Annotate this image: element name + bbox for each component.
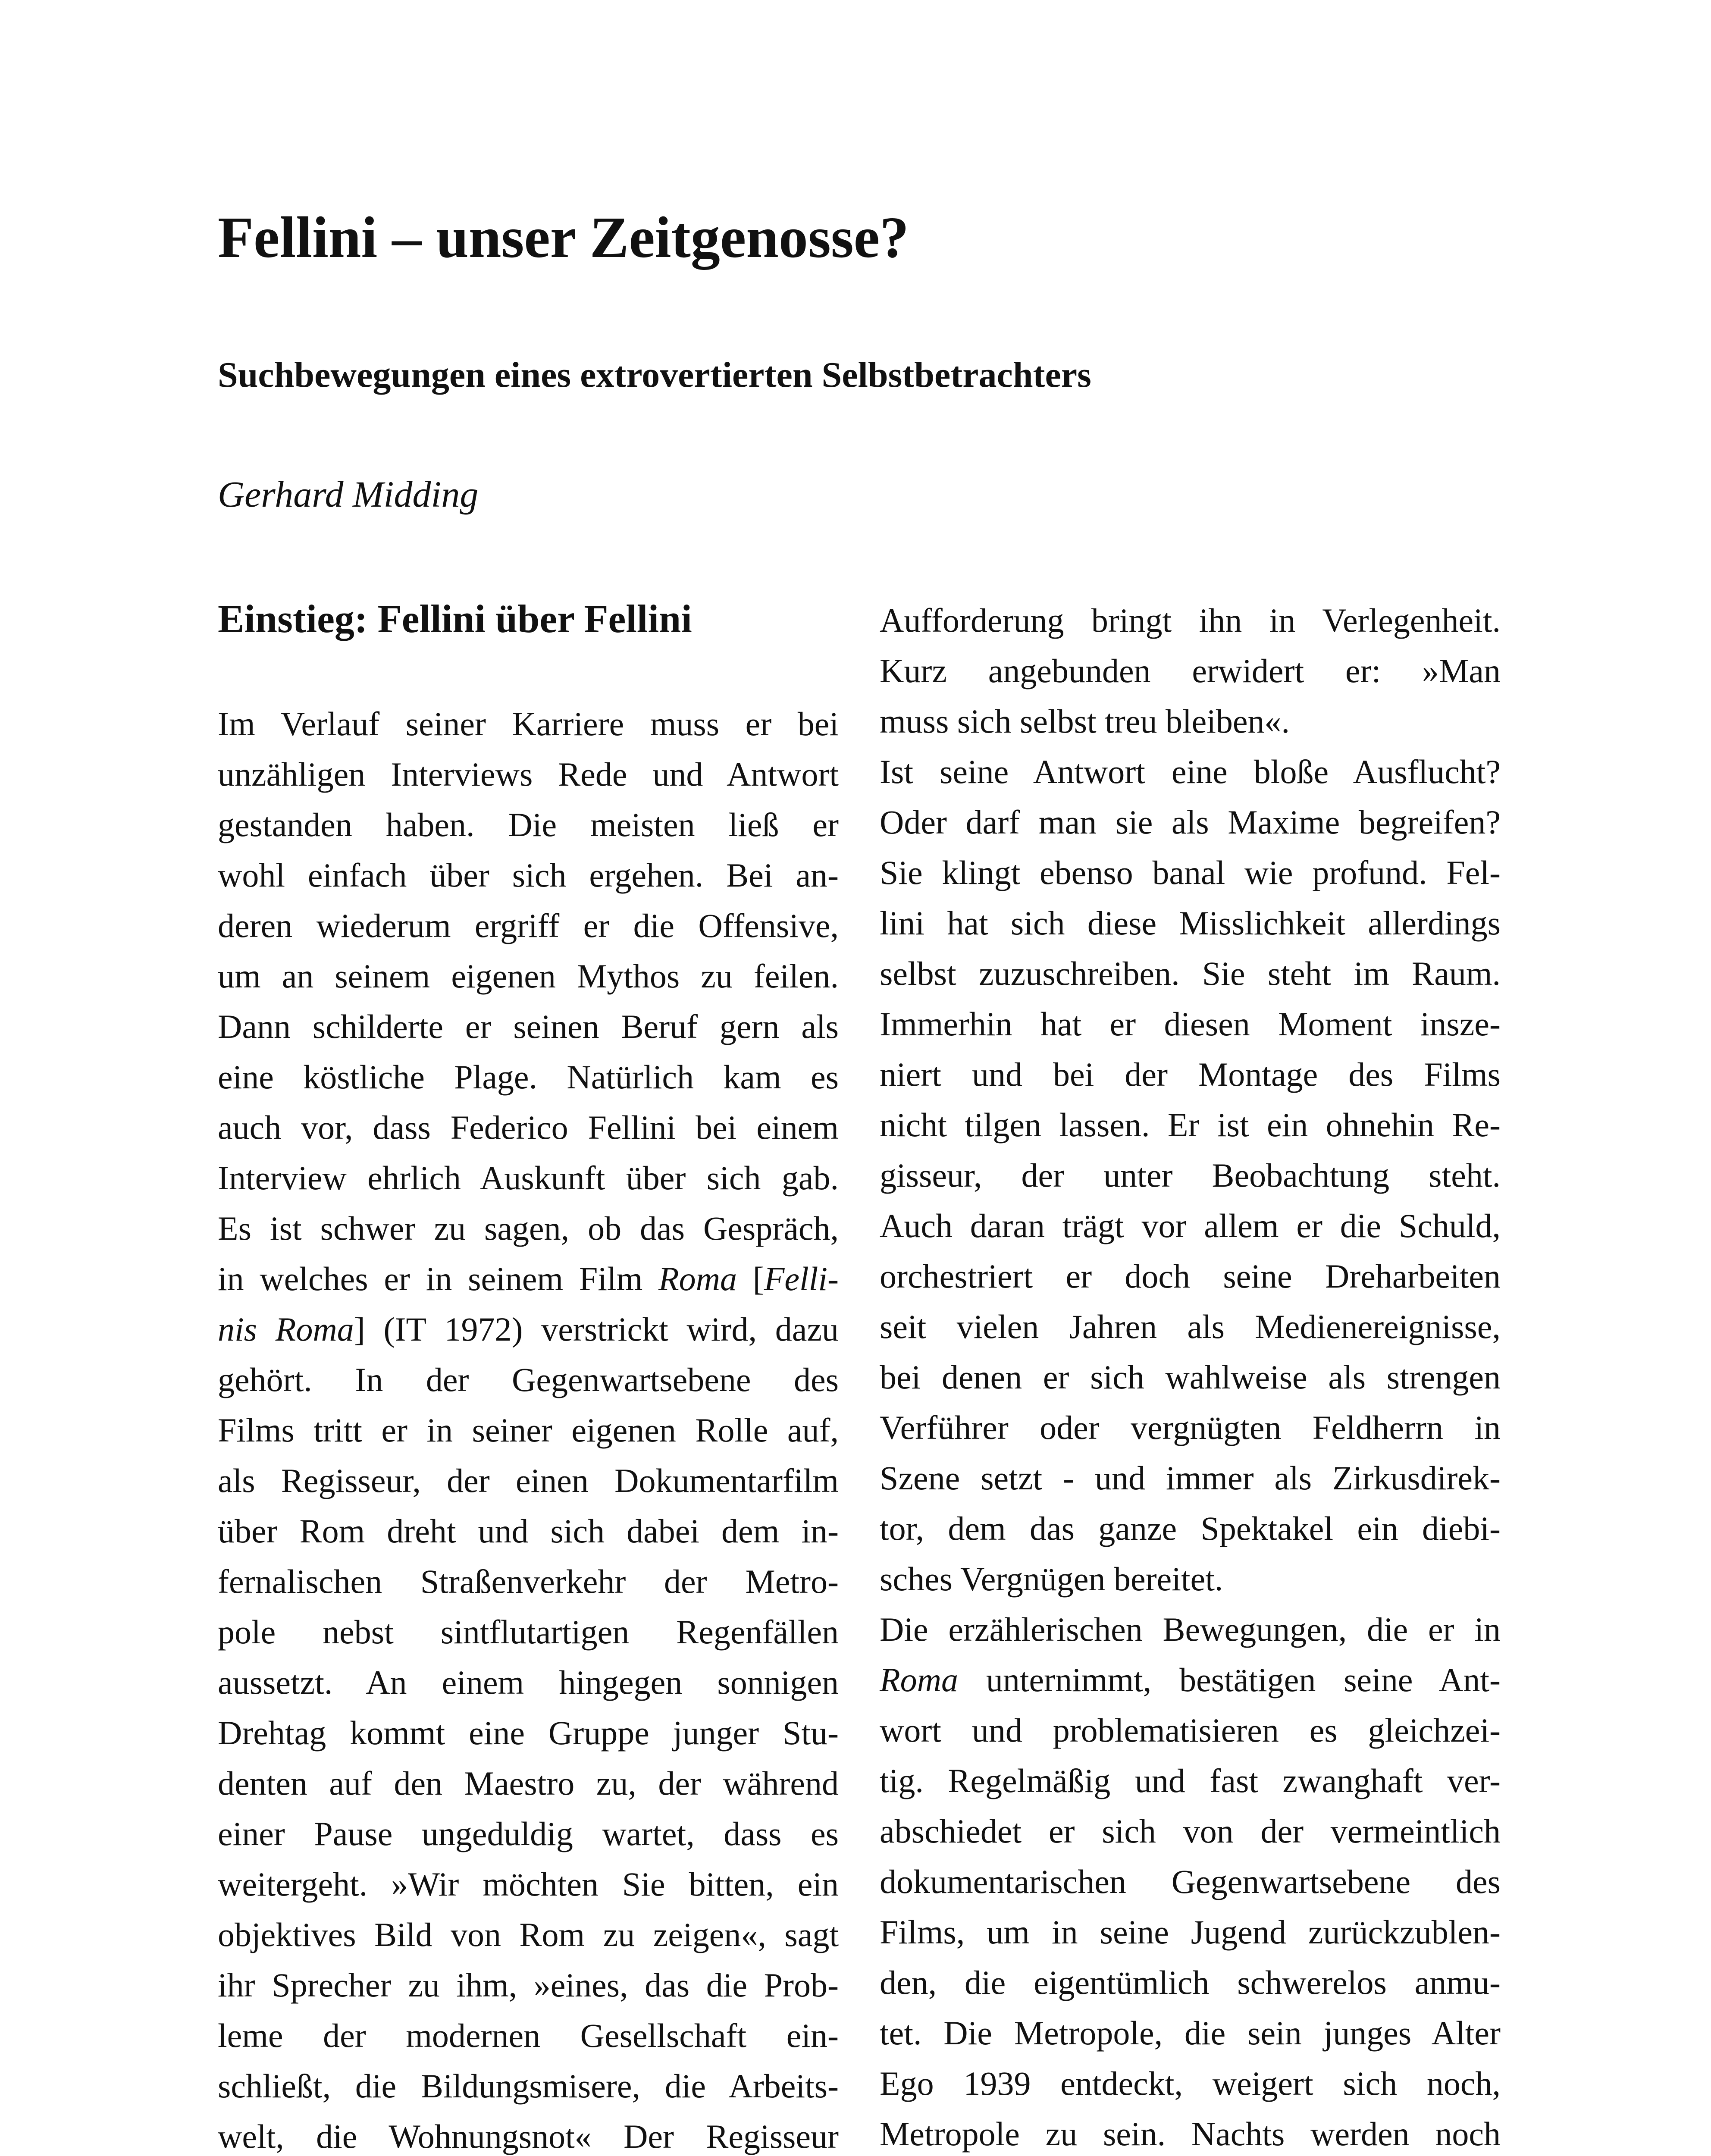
text-line: Auch daran trägt vor allem er die Schuld,: [880, 1207, 1501, 1244]
text-line: niert und bei der Montage des Films: [880, 1056, 1501, 1093]
text-segment: unternimmt, bestätigen seine Ant-: [958, 1661, 1501, 1698]
text-line: schließt, die Bildungsmisere, die Arbeits-: [218, 2067, 839, 2105]
text-line: Ego 1939 entdeckt, weigert sich noch,: [880, 2065, 1501, 2102]
text-line: selbst zuzuschreiben. Sie steht im Raum.: [880, 955, 1501, 992]
text-line: tor, dem das ganze Spektakel ein diebi-: [880, 1510, 1501, 1547]
text-line: Films, um in seine Jugend zurückzublen-: [880, 1913, 1501, 1951]
text-line: Sie klingt ebenso banal wie profund. Fel-: [880, 854, 1501, 891]
text-line: über Rom dreht und sich dabei dem in-: [218, 1512, 839, 1550]
text-line: sches Vergnügen bereitet.: [880, 1560, 1223, 1598]
text-line: pole nebst sintflutartigen Regenfällen: [218, 1613, 839, 1651]
text-line: [218, 1304, 839, 1354]
page-title: Fellini – unser Zeitgenosse?: [218, 205, 909, 270]
text-line: nicht tilgen lassen. Er ist ein ohnehin Re-: [880, 1106, 1501, 1144]
text-line: Kurz angebunden erwidert er: »Man: [880, 652, 1501, 689]
text-line: Szene setzt - und immer als Zirkusdirek-: [880, 1459, 1501, 1497]
text-line: Es ist schwer zu sagen, ob das Gespräch,: [218, 1210, 839, 1247]
text-line: gisseur, der unter Beobachtung steht.: [880, 1156, 1501, 1194]
text-line: den, die eigentümlich schwerelos anmu-: [880, 1964, 1501, 2001]
text-line: aussetzt. An einem hingegen sonnigen: [218, 1664, 839, 1701]
text-line: lini hat sich diese Misslichkeit allerdings: [880, 904, 1501, 942]
text-line: dokumentarischen Gegenwartsebene des: [880, 1863, 1501, 1900]
text-line: Die erzählerischen Bewegungen, die er in: [880, 1611, 1501, 1648]
text-line: Interview ehrlich Auskunft über sich gab.: [218, 1159, 839, 1197]
text-line: Drehtag kommt eine Gruppe junger Stu-: [218, 1714, 839, 1752]
italic-text: Roma: [880, 1661, 958, 1698]
section-heading: Einstieg: Fellini über Fellini: [218, 597, 692, 641]
text-segment: [: [737, 1260, 764, 1297]
text-line: Oder darf man sie als Maxime begreifen?: [880, 803, 1501, 841]
right-text-column: [880, 595, 1501, 2156]
text-segment: in welches er in seinem Film: [218, 1260, 659, 1297]
text-line: Dann schilderte er seinen Beruf gern als: [218, 1008, 839, 1045]
text-line: bei denen er sich wahlweise als strengen: [880, 1358, 1501, 1396]
italic-text: Felli-: [764, 1260, 839, 1297]
left-text-column: [218, 699, 839, 2156]
text-line: Verführer oder vergnügten Feldherrn in: [880, 1409, 1501, 1446]
text-line: als Regisseur, der einen Dokumentarfilm: [218, 1462, 839, 1499]
text-line: einer Pause ungeduldig wartet, dass es: [218, 1815, 839, 1852]
text-line: Ist seine Antwort eine bloße Ausflucht?: [880, 753, 1501, 790]
text-line: Films tritt er in seiner eigenen Rolle auf,: [218, 1411, 839, 1449]
text-line: gehört. In der Gegenwartsebene des: [218, 1361, 839, 1398]
text-line: [218, 1253, 839, 1304]
subtitle: Suchbewegungen eines extrovertierten Selbstbetrachters: [218, 355, 1091, 395]
text-line: auch vor, dass Federico Fellini bei einem: [218, 1109, 839, 1146]
text-line: welt, die Wohnungsnot« Der Regisseur: [218, 2118, 839, 2155]
italic-text: Roma: [658, 1260, 737, 1297]
text-line: wohl einfach über sich ergehen. Bei an-: [218, 856, 839, 894]
text-segment: ] (IT 1972) verstrickt wird, dazu: [354, 1310, 839, 1348]
text-line: Immerhin hat er diesen Moment insze-: [880, 1005, 1501, 1043]
text-line: fernalischen Straßenverkehr der Metro-: [218, 1563, 839, 1600]
text-line: wort und problematisieren es gleichzei-: [880, 1711, 1501, 1749]
text-line: objektives Bild von Rom zu zeigen«, sagt: [218, 1916, 839, 1953]
text-line: [880, 1655, 1501, 1705]
text-line: seit vielen Jahren als Medienereignisse,: [880, 1308, 1501, 1345]
text-line: muss sich selbst treu bleiben«.: [880, 702, 1290, 740]
italic-text: nis Roma: [218, 1310, 354, 1348]
text-line: denten auf den Maestro zu, der während: [218, 1764, 839, 1802]
text-line: deren wiederum ergriff er die Offensive,: [218, 907, 839, 944]
text-line: tig. Regelmäßig und fast zwanghaft ver-: [880, 1762, 1501, 1799]
text-line: Aufforderung bringt ihn in Verlegenheit.: [880, 602, 1501, 639]
text-line: orchestriert er doch seine Dreharbeiten: [880, 1257, 1501, 1295]
text-line: abschiedet er sich von der vermeintlich: [880, 1812, 1501, 1850]
text-line: Im Verlauf seiner Karriere muss er bei: [218, 705, 839, 743]
text-line: unzähligen Interviews Rede und Antwort: [218, 755, 839, 793]
text-line: weitergeht. »Wir möchten Sie bitten, ein: [218, 1865, 839, 1903]
text-line: gestanden haben. Die meisten ließ er: [218, 806, 839, 843]
text-line: eine köstliche Plage. Natürlich kam es: [218, 1058, 839, 1096]
text-line: Metropole zu sein. Nachts werden noch: [880, 2115, 1501, 2153]
text-line: ihr Sprecher zu ihm, »eines, das die Prob-: [218, 1966, 839, 2004]
text-line: um an seinem eigenen Mythos zu feilen.: [218, 957, 839, 995]
text-line: tet. Die Metropole, die sein junges Alter: [880, 2014, 1501, 2052]
author-name: Gerhard Midding: [218, 473, 479, 515]
text-line: leme der modernen Gesellschaft ein-: [218, 2017, 839, 2054]
